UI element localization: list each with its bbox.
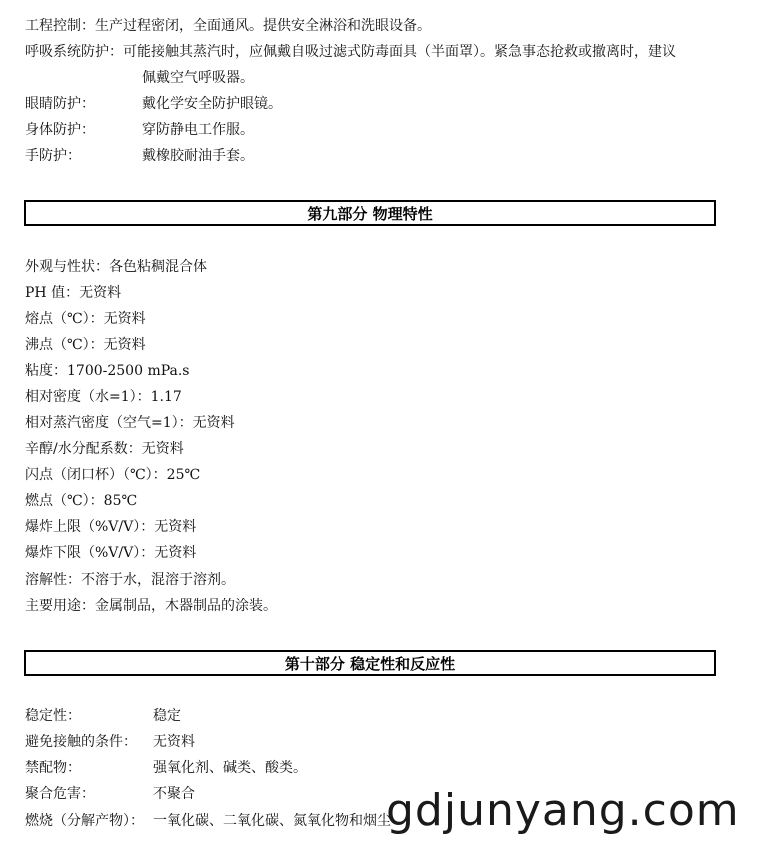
ignition-point-field: 燃点（℃）：85℃	[25, 493, 138, 509]
hand-protection-row	[25, 146, 81, 166]
engineering-control-value: 生产过程密闭，全面通风。提供安全淋浴和洗眼设备。	[95, 18, 431, 34]
upper-explosive-limit-field: 爆炸上限（%V/V）：无资料	[25, 519, 197, 535]
engineering-control-label: 工程控制：	[25, 18, 95, 34]
engineering-control-row	[25, 16, 431, 36]
flash-point-field: 闪点（闭口杯）（℃）：25℃	[25, 467, 201, 483]
appearance-field: 外观与性状：各色粘稠混合体	[25, 259, 207, 275]
viscosity-field: 粘度：1700-2500 mPa.s	[25, 363, 190, 379]
body-protection-value: 穿防静电工作服。	[142, 122, 254, 138]
avoid-conditions-value: 无资料	[153, 734, 195, 750]
combustion-products-label: 燃烧（分解产物）：	[25, 813, 144, 829]
watermark-text: gdjunyang.com	[386, 785, 740, 836]
section-10-header	[24, 650, 716, 676]
respiratory-protection-value: 可能接触其蒸汽时，应佩戴自吸过滤式防毒面具（半面罩）。紧急事态抢救或撤离时，建议	[123, 44, 676, 60]
ph-field: PH 值：无资料	[25, 285, 122, 301]
polymerization-hazard-value: 不聚合	[153, 786, 195, 802]
combustion-products-value: 一氧化碳、二氧化碳、氮氧化物和烟尘	[153, 813, 391, 829]
relative-density-field: 相对密度（水=1）：1.17	[25, 389, 182, 405]
melting-point-field: 熔点（℃）：无资料	[25, 311, 146, 327]
incompatible-materials-value: 强氧化剂、碱类、酸类。	[153, 760, 307, 776]
solubility-field: 溶解性：不溶于水，混溶于溶剂。	[25, 572, 235, 588]
eye-protection-value: 戴化学安全防护眼镜。	[142, 96, 282, 112]
section-9-header	[24, 200, 716, 226]
main-use-field: 主要用途：金属制品，木器制品的涂装。	[25, 598, 277, 614]
boiling-point-field: 沸点（℃）：无资料	[25, 337, 146, 353]
vapor-density-field: 相对蒸汽密度（空气=1）：无资料	[25, 415, 235, 431]
respiratory-protection-continuation: 佩戴空气呼吸器。	[142, 70, 254, 86]
stability-label: 稳定性：	[25, 708, 81, 724]
incompatible-materials-label: 禁配物：	[25, 760, 81, 776]
body-protection-row	[25, 120, 95, 140]
eye-protection-label: 眼睛防护：	[25, 96, 95, 112]
stability-value: 稳定	[153, 708, 181, 724]
octanol-water-field: 辛醇/水分配系数：无资料	[25, 441, 184, 457]
hand-protection-value: 戴橡胶耐油手套。	[142, 148, 254, 164]
polymerization-hazard-label: 聚合危害：	[25, 786, 95, 802]
section-9-title: 第九部分 物理特性	[307, 204, 433, 223]
hand-protection-label: 手防护：	[25, 148, 81, 164]
lower-explosive-limit-field: 爆炸下限（%V/V）：无资料	[25, 545, 197, 561]
respiratory-protection-label: 呼吸系统防护：	[25, 44, 123, 60]
body-protection-label: 身体防护：	[25, 122, 95, 138]
respiratory-protection-row	[25, 42, 676, 62]
section-10-title: 第十部分 稳定性和反应性	[284, 654, 456, 673]
avoid-conditions-label: 避免接触的条件：	[25, 734, 137, 750]
eye-protection-row	[25, 94, 95, 114]
